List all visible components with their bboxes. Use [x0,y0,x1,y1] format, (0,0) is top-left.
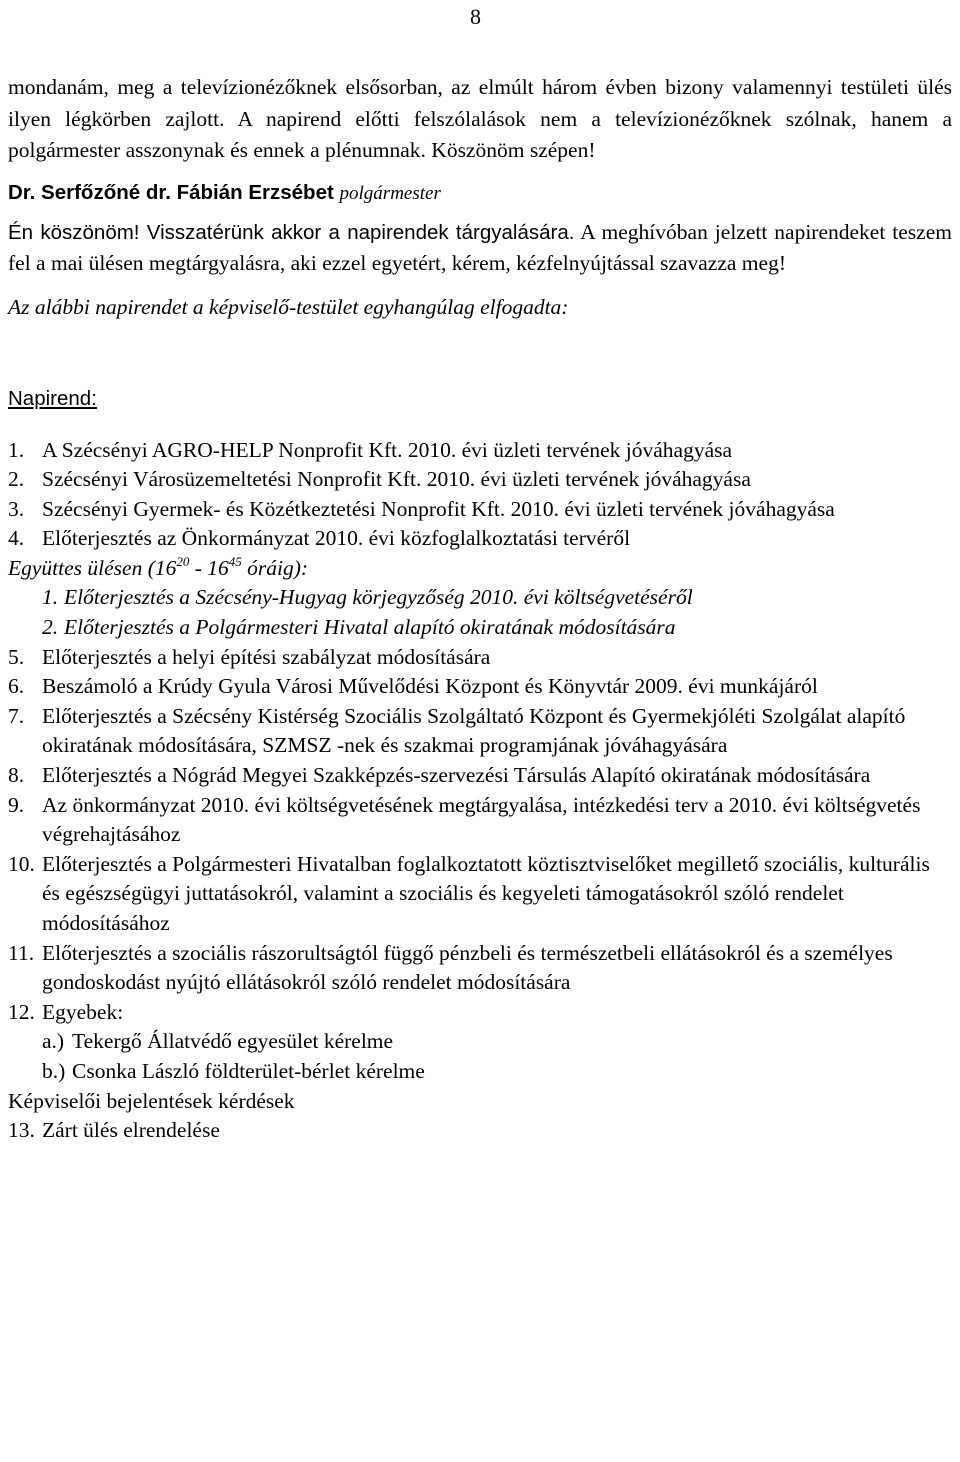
agenda-item-11: 11. Előterjesztés a szociális rászorultságtól függő pénzbeli és természetbeli ellátásokról és a személyes gondoskodást nyújtó ellátásokról szóló rendelet módosítására [8,940,893,995]
page-number: 8 [470,4,481,29]
other-item-a: a.) Tekergő Állatvédő egyesület kérelme [42,1029,394,1054]
agenda-item-9: 9. Az önkormányzat 2010. évi költségvetésének megtárgyalása, intézkedési terv a 2010. évi költségvetés végrehajtásához [8,792,921,847]
joint-item-1: 1. Előterjesztés a Szécsény-Hugyag körjegyzőség 2010. évi költségvetéséről [42,585,693,610]
resolution-line: Az alábbi napirendet a képviselő-testület egyhangúlag elfogadta: [8,294,569,319]
agenda-item-4: 4. Előterjesztés az Önkormányzat 2010. évi közfoglalkoztatási tervéről [8,526,631,551]
joint-item-2: 2. Előterjesztés a Polgármesteri Hivatal alapító okiratának módosítására [42,615,676,640]
agenda-item-3: 3. Szécsényi Gyermek- és Közétkeztetési Nonprofit Kft. 2010. évi üzleti tervének jóváhagyása [8,496,835,521]
speaker-line [8,177,952,209]
agenda-item-2: 2. Szécsényi Városüzemeltetési Nonprofit Kft. 2010. évi üzleti tervének jóváhagyása [8,467,751,492]
other-item-b: b.) Csonka László földterület-bérlet kérelme [42,1058,425,1083]
agenda-item-7: 7. Előterjesztés a Szécsény Kistérség Szociális Szolgáltató Központ és Gyermekjóléti Szolgálat alapító okiratának módosítására, SZMSZ -nek és szakmai programjának jóváhagyására [8,703,906,758]
agenda-item-12: 12. Egyebek: [8,999,124,1024]
joint-session-line: Együttes ülésen ($16^{20} - 16^{45}$ óráig): [8,553,309,580]
agenda-item-8: 8. Előterjesztés a Nógrád Megyei Szakképzés-szervezési Társulás Alapító okiratának módosítására [8,763,871,788]
reply-paragraph [8,217,952,280]
agenda-item-13: 13. Zárt ülés elrendelése [8,1118,220,1143]
agenda-item-1: 1. A Szécsényi AGRO-HELP Nonprofit Kft. 2010. évi üzleti tervének jóváhagyása [8,437,733,462]
speaker-name: Dr. Serfőzőné dr. Fábián Erzsébet [8,180,334,204]
reply-first-sentence: Én köszönöm! Visszatérünk akkor a napirendek tárgyalására. [8,220,575,244]
agenda-list [8,436,952,1146]
agenda-item-6: 6. Beszámoló a Krúdy Gyula Városi Művelődési Központ és Könyvtár 2009. évi munkájáról [8,674,818,699]
agenda-item-5: 5. Előterjesztés a helyi építési szabályzat módosítására [8,644,491,669]
reply-rest: A meghívóban jelzett napirendeket teszem fel a mai ülésen megtárgyalásra, aki ezzel egyetért, kérem, kézfelnyújtással szavazza meg! [8,219,952,275]
speaker-role: polgármester [339,182,441,204]
intro-paragraph: mondanám, meg a televízionézőknek elsősorban, az elmúlt három évben bizony valamennyi testületi ülés ilyen légkörben zajlott. A napirend előtti felszólalások nem a televízionézőknek szólnak, hanem a polgármester asszonynak és ennek a plénumnak. Köszönöm szépen! [8,75,952,162]
agenda-heading: Napirend: [8,386,97,410]
interpellation-line: Képviselői bejelentések kérdések [8,1088,295,1113]
agenda-item-10: 10. Előterjesztés a Polgármesteri Hivatalban foglalkoztatott köztisztviselőket megillető szociális, kulturális és egészségügyi juttatásokról, valamint a szociális és kegyeleti támogatásokról szóló rendelet módosításához [8,851,930,935]
